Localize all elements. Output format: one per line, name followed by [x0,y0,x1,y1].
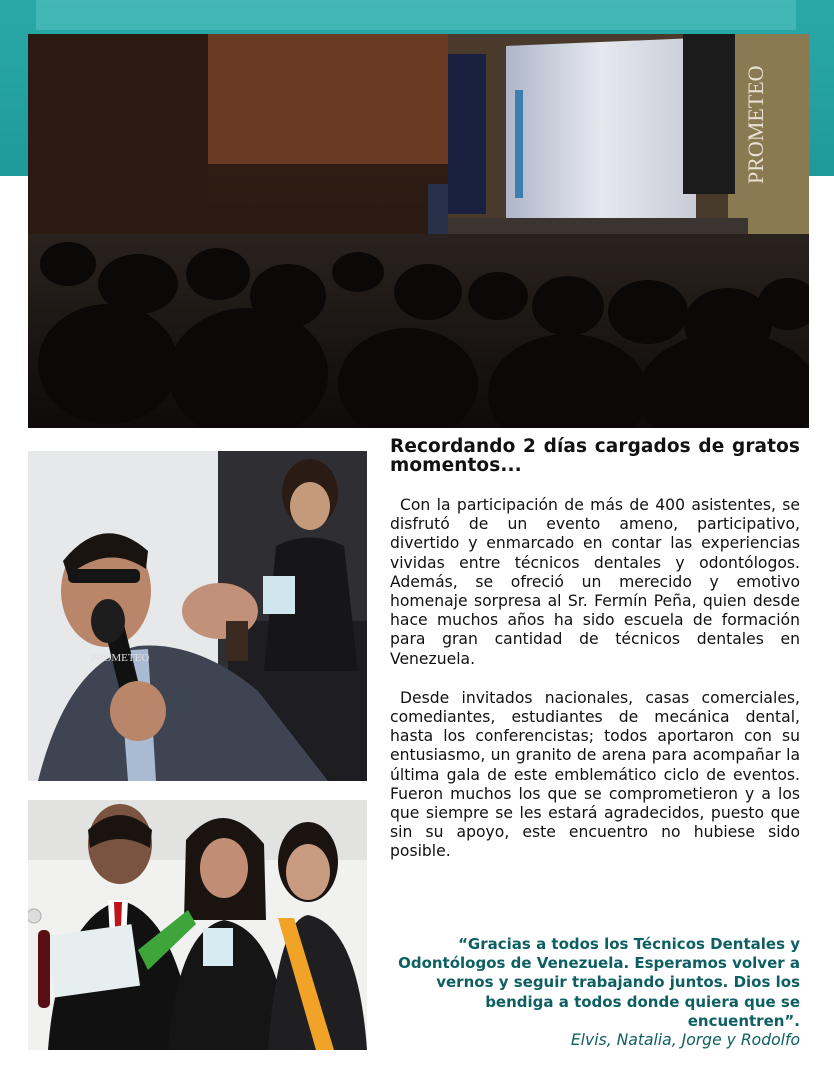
group-photo [28,800,367,1050]
quote-text: “Gracias a todos los Técnicos Dentales y Odontólogos de Venezuela. Esperamos volver a vernos y seguir trabajando juntos. Dios los bendiga a todos donde quiera que se encuentren”. [398,935,800,1030]
mic-label: PROMETEO [90,652,150,664]
auditorium-photo [28,34,809,428]
article-headline: Recordando 2 días cargados de gratos momentos... [390,436,800,476]
closing-quote [392,935,800,1050]
article [390,437,800,862]
quote-signature: Elvis, Natalia, Jorge y Rodolfo [570,1031,800,1050]
speaker-photo [28,451,367,781]
article-paragraph-2: Desde invitados nacionales, casas comerciales, comediantes, estudiantes de mecánica dental, hasta los conferencistas; todos aportaron con su entusiasmo, un granito de arena para acompañar la última gala de este emblemático ciclo de eventos. Fueron muchos los que se comprometieron y a los que siempre se les estará agradecidos, puesto que sin su apoyo, este encuentro no hubiese sido posible. [390,688,800,861]
article-paragraph-1: Con la participación de más de 400 asistentes, se disfrutó de un evento ameno, participativo, divertido y enmarcado en contar las experiencias vividas entre técnicos dentales y odontólogos. Además, se ofreció un merecido y emotivo homenaje sorpresa al Sr. Fermín Peña, quien desde hace muchos años ha sido escuela de formación para gran cantidad de técnicos dentales en Venezuela. [390,496,800,668]
teal-header-highlight [36,0,796,30]
hero-banner-text: PROMETEO [743,65,768,184]
